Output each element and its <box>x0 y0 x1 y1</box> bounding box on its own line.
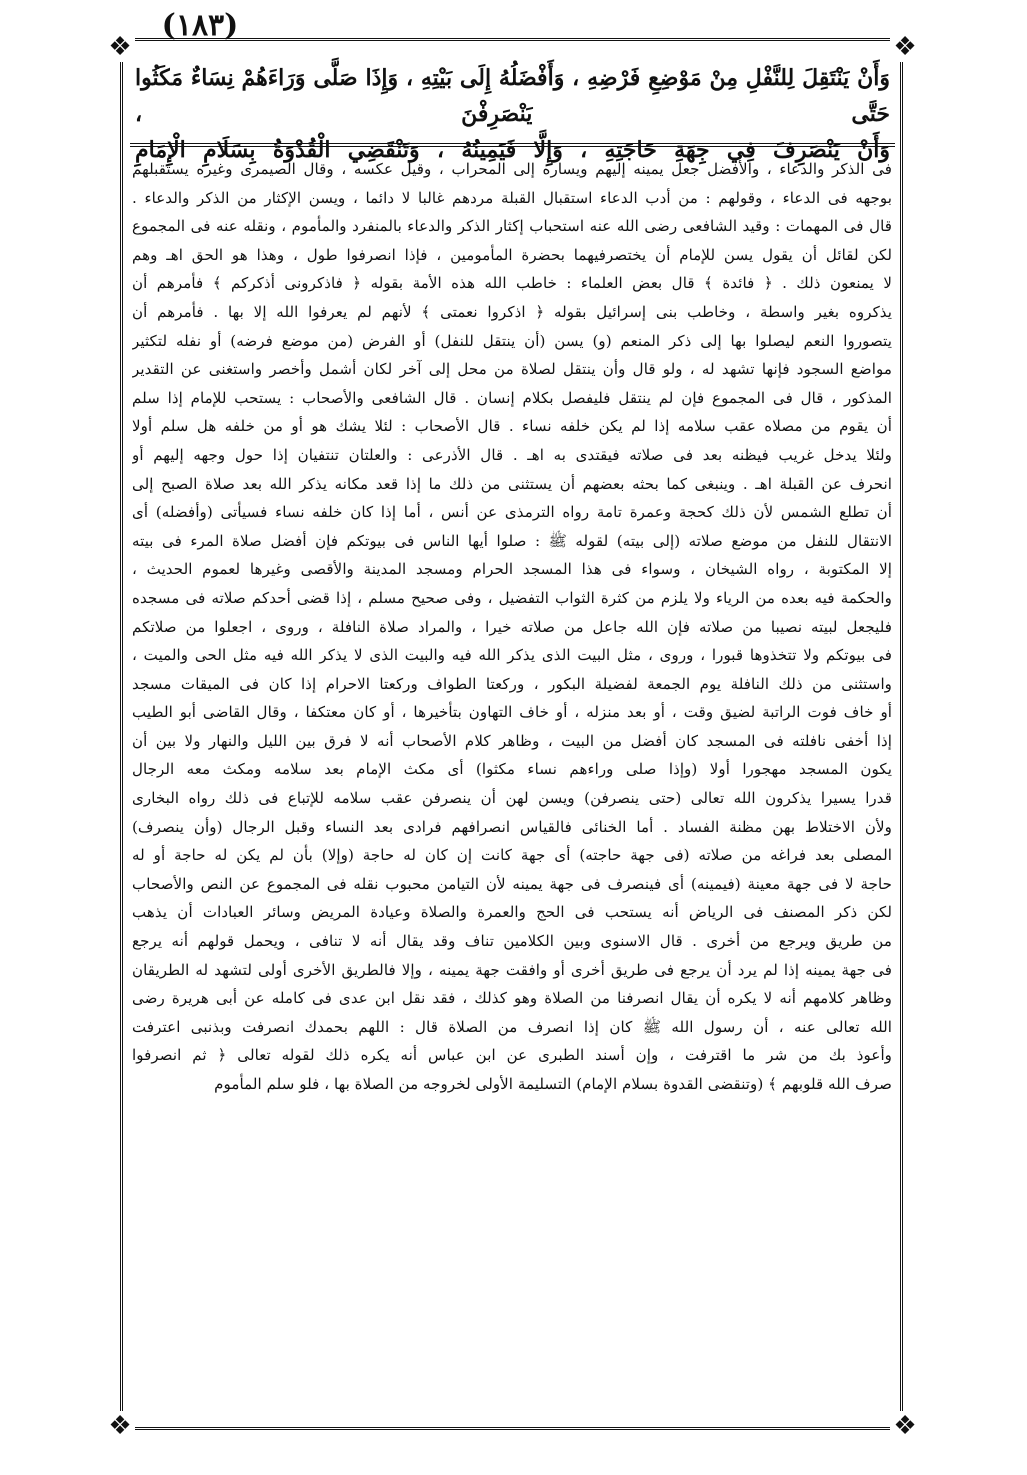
main-text <box>135 60 890 168</box>
commentary-line: لكن لقائل أن يقول يسن للإمام أن يختصرفيهما بحضرة المأمومين ، فإذا انصرفوا طول ، وهذا هو الحق اهـ وهم <box>132 245 892 264</box>
commentary-line: الانتقال للنفل من موضع صلاته (إلى بيته) لقوله ﷺ : صلوا أيها الناس فى بيوتكم فإن أفضل صلاة المرء فى بيته <box>132 531 892 550</box>
section-divider <box>130 143 895 147</box>
corner-ornament-icon: ❖ <box>890 1411 920 1441</box>
commentary-line: انحرف عن القبلة اهـ . وينبغى كما بحثه بعضهم أن يستثنى من ذلك ما إذا قعد مكانه يذكر الله بعد صلاة الصبح إلى <box>132 474 892 493</box>
commentary-line: صرف الله قلوبهم ﴾ (وتنقضى القدوة بسلام الإمام) التسليمة الأولى لخروجه من الصلاة بها ، فلو سلم المأموم <box>214 1075 892 1093</box>
main-text-line: وَأَنْ يَنْتَقِلَ لِلنَّفْلِ مِنْ مَوْضِعِ فَرْضِهِ ، وَأَفْضَلُهُ إِلَى بَيْتِهِ ، وَإِذَا صَلَّى وَرَاءَهُمْ نِسَاءٌ مَكَثُوا حَتَّى يَنْصَرِفْنَ ، <box>135 65 890 127</box>
commentary-line: قدرا يسيرا يذكرون الله تعالى (حتى ينصرفن) ويسن لهن أن ينصرفن عقب سلامه للإتباع فى ذلك رواه البخارى <box>132 789 892 808</box>
commentary-line: إلا المكتوبة ، رواه الشيخان ، وسواء فى هذا المسجد الحرام ومسجد المدينة والأقصى وغيرها لعموم الحديث ، <box>132 560 892 579</box>
commentary-line: إذا أخفى نافلته فى المسجد كان أفضل من البيت ، وظاهر كلام الأصحاب أنه لا فرق بين الليل والنهار ولا بين أن <box>132 731 892 750</box>
commentary-line: ولئلا يدخل غريب فيظنه بعد فى صلاته فيقتدى به اهـ . قال الأذرعى : والعلتان تنتفيان إذا حول وجهه إليهم أو <box>132 445 892 464</box>
page-number: (١٨٣) <box>161 8 239 43</box>
commentary-line: المصلى بعد فراغه من صلاته (فى جهة حاجته) أى جهة كانت إن كان له حاجة (وإلا) بأن لم يكن له حاجة أو له <box>132 846 892 865</box>
commentary-line: قال فى المهمات : وقيد الشافعى رضى الله عنه استحباب إكثار الذكر والدعاء بالمنفرد والمأموم ، ونقله عنه فى المجموع <box>132 217 892 236</box>
commentary-line: فى جهة يمينه إذا لم يرد أن يرجع فى طريق أخرى أو وافقت جهة يمينه ، وإلا فالطريق الأخرى أولى لتشهد له الطريقان <box>132 960 892 979</box>
commentary-line: أو خاف فوت الراتبة لضيق وقت ، أو بعد منزله ، أو خاف التهاون بتأخيرها ، أو كان معتكفا ، وقال القاضى أبو الطيب <box>132 703 892 722</box>
corner-ornament-icon: ❖ <box>105 1411 135 1441</box>
commentary-line: وأعوذ بك من شر ما اقترفت ، وإن أسند الطبرى عن ابن عباس أنه يكره ذلك لقوله تعالى ﴿ ثم انصرفوا <box>132 1046 892 1065</box>
commentary-line: المذكور ، قال فى المجموع فإن لم ينتقل فليفصل بكلام إنسان . قال الشافعى والأصحاب : يستحب للإمام إذا سلم <box>132 388 892 407</box>
commentary-line: لا يمنعون ذلك . ﴿ فائدة ﴾ قال بعض العلماء : خاطب الله هذه الأمة بقوله ﴿ فاذكرونى أذكركم ﴾ فأمرهم أن <box>132 274 892 293</box>
commentary-line: واستثنى من ذلك النافلة يوم الجمعة لفضيلة البكور ، وركعتا الطواف وركعتا الاحرام إذا كان فى الميقات مسجد <box>132 674 892 693</box>
commentary-line: والحكمة فيه بعده من الرياء ولا يلزم من كثرة الثواب التفضيل ، وفى صحيح مسلم ، إذا قضى أحدكم صلاته فى مسجده <box>132 588 892 607</box>
commentary-line: أن يقوم من مصلاه عقب سلامه إذا لم يكن خلفه نساء . قال الأصحاب : لئلا يشك هو أو من خلفه هل سلم أولا <box>132 417 892 436</box>
commentary-line: فى الذكر والدعاء ، والأفضل جعل يمينه إليهم ويساره إلى المحراب ، وقيل عكسه ، وقال الصيمرى وغيره يستقبلهم <box>132 160 892 178</box>
commentary-line: حاجة لا فى جهة معينة (فيمينه) أى فينصرف فى جهة يمينه لأن التيامن محبوب نقله فى المجموع عن النص والأصحاب <box>132 874 892 893</box>
commentary-line: ولأن الاختلاط بهن مظنة الفساد . أما الخنائى فالقياس انصرافهم فرادى بعد النساء وقبل الرجال (وأن ينصرف) <box>132 817 892 836</box>
commentary-line: وظاهر كلامهم أنه لا يكره أن يقال انصرفنا من الصلاة وهو كذلك ، فقد نقل ابن عدى فى كامله عن أبى هريرة رضى <box>132 989 892 1008</box>
commentary-line: فى بيوتكم ولا تتخذوها قبورا ، وروى ، مثل البيت الذى يذكر الله فيه والبيت الذى لا يذكر الله فيه مثل الحى والميت ، <box>132 646 892 665</box>
commentary-line: الله تعالى عنه ، أن رسول الله ﷺ كان إذا انصرف من الصلاة قال : اللهم بحمدك انصرفت وبذنبى اعترفت <box>132 1017 892 1036</box>
corner-ornament-icon: ❖ <box>890 32 920 62</box>
commentary-line: فليجعل لبيته نصيبا من صلاته فإن الله جاعل من صلاته خيرا ، والمراد صلاة النافلة ، وروى ، اجعلوا من صلاتكم <box>132 617 892 636</box>
corner-ornament-icon: ❖ <box>105 32 135 62</box>
commentary-line: مواضع السجود فإنها تشهد له ، ولو قال وأن ينتقل لصلاة من محل إلى آخر لكان أشمل وأخصر واستغنى عن التقدير <box>132 360 892 379</box>
commentary-line: لكن ذكر المصنف فى الرياض أنه يستحب فى الحج والعمرة والصلاة وعيادة المريض وسائر العبادات أن يذهب <box>132 903 892 922</box>
commentary-line: يتصوروا النعم ليصلوا بها إلى ذكر المنعم (و) يسن (أن ينتقل للنفل) أو الفرض (من موضع فرضه) أو نفله لتكثير <box>132 331 892 350</box>
commentary-text <box>132 155 892 1099</box>
main-text-line: وَأَنْ يَنْصَرِفَ فِي جِهَةِ حَاجَتِهِ ، وَإِلَّا فَيَمِينُهُ ، وَتَنْقَضِي الْقُدْوَةُ بِسَلَامِ الْإِمَامِ <box>135 137 890 163</box>
commentary-line: بوجهه فى الدعاء ، وقولهم : من أدب الدعاء استقبال القبلة مردهم غالبا لا دائما ، ويسن الإكثار من الذكر والدعاء . <box>132 188 892 207</box>
commentary-line: من طريق ويرجع من أخرى . قال الاسنوى وبين الكلامين تناف وقد يقال أنه لا تنافى ، ويحمل قولهم أنه يرجع <box>132 932 892 951</box>
commentary-line: أن تطلع الشمس لأن ذلك كحجة وعمرة تامة رواه الترمذى عن أنس ، أما إذا كان خلفه نساء فسيأتى (وأفضله) أى <box>132 503 892 522</box>
commentary-line: يذكروه بغير واسطة ، وخاطب بنى إسرائيل بقوله ﴿ اذكروا نعمتى ﴾ لأنهم لم يعرفوا الله إلا بها . فأمرهم أن <box>132 302 892 321</box>
commentary-line: يكون المسجد مهجورا أولا (وإذا صلى وراءهم نساء مكثوا) أى مكث الإمام بعد سلامه ومكث معه الرجال <box>132 760 892 779</box>
